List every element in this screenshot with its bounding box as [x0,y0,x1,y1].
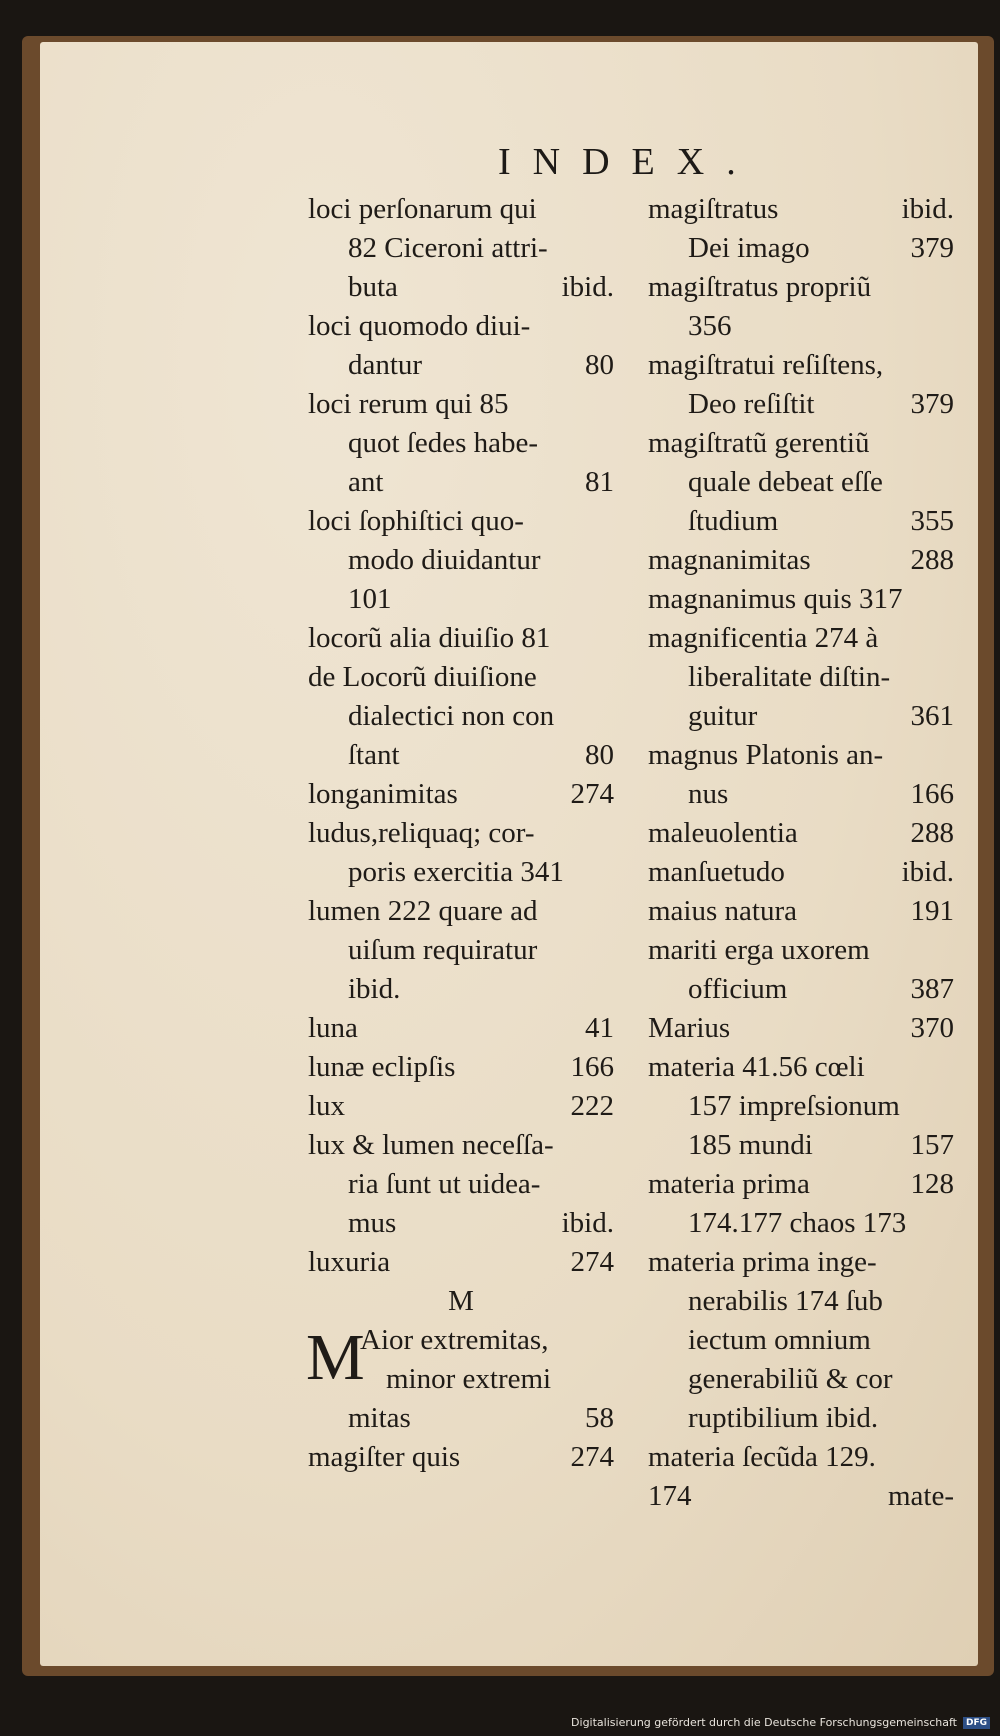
index-entry-line [308,1399,614,1438]
index-entry-line [648,1087,954,1126]
entry-text: magiſtratui reſiſtens, [648,349,884,381]
entry-text: locorũ alia diuiſio 81 [308,622,551,654]
entry-page-ref: 274 [570,1441,614,1473]
index-entry-line [308,1009,614,1048]
entry-text: luxuria [308,1246,391,1278]
index-entry-line [308,931,614,970]
index-entry-line [648,814,954,853]
entry-text: longanimitas [308,778,458,810]
index-column-left [308,190,614,1477]
index-entry-line [308,1165,614,1204]
entry-text: maleuolentia [648,817,798,849]
footer-text: Digitalisierung gefördert durch die Deutsche Forschungsgemeinschaft [571,1716,957,1729]
entry-text: loci ſophiſtici quo- [308,505,524,537]
index-entry-line [308,1438,614,1477]
dropcap-letter: M [306,1321,365,1394]
entry-text: mus [348,1207,397,1239]
entry-text: Dei imago [688,232,810,264]
index-entry-line [648,1048,954,1087]
entry-page-ref: ibid. [561,1207,614,1239]
index-entry-line [648,1477,954,1516]
index-entry-line [308,502,614,541]
entry-text: magnificentia 274 à [648,622,879,654]
index-entry-line [308,1048,614,1087]
index-entry-line [308,658,614,697]
index-entry-line [648,1282,954,1321]
entry-page-ref: 370 [910,1012,954,1044]
entry-text: magiſtratus [648,193,779,225]
index-entry-line [308,970,614,1009]
entry-text: magiſtratus propriũ [648,271,872,303]
entry-text: ſtant [348,739,400,771]
entry-text: ibid. [348,973,401,1005]
index-entry-line [648,775,954,814]
index-entry-line [308,1204,614,1243]
index-entry-line [308,853,614,892]
entry-text: ria ſunt ut uidea- [348,1168,541,1200]
index-entry-line [308,1087,614,1126]
entry-text: 174.177 chaos 173 [688,1207,907,1239]
entry-page-ref: 128 [910,1168,954,1200]
entry-text: 101 [348,583,392,615]
entry-page-ref: 166 [570,1051,614,1083]
index-entry-line [308,619,614,658]
entry-page-ref: 288 [910,817,954,849]
entry-text: maius natura [648,895,797,927]
entry-text: manſuetudo [648,856,785,888]
index-entry-line [308,385,614,424]
index-entry-line [648,658,954,697]
entry-text: magnanimus quis 317 [648,583,903,615]
index-entry-line [648,1126,954,1165]
entry-page-ref: 81 [585,466,614,498]
entry-text: buta [348,271,398,303]
entry-text: iectum omnium [688,1324,871,1356]
dfg-logo: DFG [963,1717,990,1729]
index-column-right [648,190,954,1516]
entry-text: generabiliũ & cor [688,1363,893,1395]
index-entry-line [648,268,954,307]
entry-text: materia ſecũda 129. [648,1441,876,1473]
index-entry-line [308,736,614,775]
entry-text: magiſter quis [308,1441,461,1473]
entry-text: 82 Ciceroni attri- [348,232,548,264]
entry-text: 174 [648,1480,692,1512]
entry-text: ant [348,466,384,498]
index-entry-line [648,307,954,346]
index-entry-line [648,190,954,229]
entry-text: mariti erga uxorem [648,934,870,966]
index-entry-line [648,619,954,658]
index-entry-line [648,424,954,463]
index-entry-line [308,1243,614,1282]
entry-page-ref: 58 [585,1402,614,1434]
entry-page-ref: 222 [570,1090,614,1122]
entry-text: lunæ eclipſis [308,1051,456,1083]
entry-text: poris exercitia 341 [348,856,564,888]
entry-text: ſtudium [688,505,779,537]
entry-page-ref: 288 [910,544,954,576]
entry-text: liberalitate diſtin- [688,661,891,693]
entry-text: dantur [348,349,423,381]
entry-page-ref: 355 [910,505,954,537]
index-entry-line [308,814,614,853]
entry-page-ref: mate- [887,1480,954,1512]
entry-text: materia 41.56 cœli [648,1051,865,1083]
entry-text: 157 impreſsionum [688,1090,900,1122]
entry-text: lumen 222 quare ad [308,895,538,927]
entry-text: loci quomodo diui- [308,310,531,342]
index-entry-line [648,385,954,424]
entry-text: mitas [348,1402,411,1434]
index-entry-line [648,1243,954,1282]
index-entry-line [308,697,614,736]
section-letter: M [448,1285,474,1317]
entry-text: dialectici non con [348,700,555,732]
entry-text: loci rerum qui 85 [308,388,509,420]
dropcap-entry [308,1321,614,1399]
entry-page-ref: 191 [910,895,954,927]
entry-text: 356 [688,310,732,342]
index-entry-line [648,1399,954,1438]
entry-page-ref: 166 [910,778,954,810]
entry-page-ref: 41 [585,1012,614,1044]
entry-page-ref: 80 [585,349,614,381]
index-entry-line [308,346,614,385]
index-entry-line [648,1009,954,1048]
page-header: INDEX. [498,141,758,183]
index-entry-line [648,1165,954,1204]
index-entry-line [648,853,954,892]
entry-page-ref: 361 [910,700,954,732]
index-entry-line [648,931,954,970]
index-entry-line [648,229,954,268]
index-entry-line [308,580,614,619]
entry-text: materia prima inge- [648,1246,877,1278]
entry-text: magnus Platonis an- [648,739,884,771]
index-entry-line [648,1321,954,1360]
entry-text: uiſum requiratur [348,934,538,966]
entry-text: ludus,reliquaq; cor- [308,817,535,849]
entry-page-ref: 157 [910,1129,954,1161]
entry-text: loci perſonarum qui [308,193,537,225]
entry-page-ref: 274 [570,778,614,810]
entry-page-ref: 379 [910,232,954,264]
index-entry-line [308,268,614,307]
entry-page-ref: ibid. [901,193,954,225]
entry-page-ref: ibid. [901,856,954,888]
index-entry-line [308,775,614,814]
entry-page-ref: 80 [585,739,614,771]
entry-text: Deo reſiſtit [688,388,815,420]
entry-text: Aior extremitas, [360,1324,549,1356]
index-entry-line [648,346,954,385]
entry-text: 185 mundi [688,1129,813,1161]
entry-page-ref: 274 [570,1246,614,1278]
index-entry-line [648,697,954,736]
index-entry-line [648,736,954,775]
index-entry-line [648,541,954,580]
index-entry-line [648,580,954,619]
index-entry-line [308,1126,614,1165]
index-entry-line [308,229,614,268]
index-entry-line [648,1360,954,1399]
digitization-credit [571,1716,990,1729]
entry-text: quale debeat eſſe [688,466,883,498]
entry-text: ruptibilium ibid. [688,1402,879,1434]
index-entry-line [308,424,614,463]
index-entry-line [648,1204,954,1243]
index-entry-line [308,307,614,346]
index-entry-line [308,190,614,229]
index-entry-line [308,541,614,580]
entry-text: guitur [688,700,758,732]
index-entry-line [648,970,954,1009]
entry-text: luna [308,1012,358,1044]
entry-text: materia prima [648,1168,810,1200]
entry-text: lux [308,1090,346,1122]
index-entry-line [648,1438,954,1477]
entry-text: de Locorũ diuiſione [308,661,537,693]
entry-text: nerabilis 174 ſub [688,1285,883,1317]
index-entry-line [648,502,954,541]
entry-text: lux & lumen neceſſa- [308,1129,554,1161]
index-entry-line [648,463,954,502]
entry-text: magiſtratũ gerentiũ [648,427,870,459]
entry-text: minor extremi [386,1363,552,1395]
entry-text: nus [688,778,729,810]
index-entry-line [308,892,614,931]
entry-text: quot ſedes habe- [348,427,539,459]
index-entry-line [308,463,614,502]
index-entry-line [648,892,954,931]
entry-text: Marius [648,1012,731,1044]
entry-text: magnanimitas [648,544,811,576]
entry-text: officium [688,973,788,1005]
entry-page-ref: 379 [910,388,954,420]
entry-page-ref: 387 [910,973,954,1005]
entry-text: modo diuidantur [348,544,541,576]
entry-page-ref: ibid. [561,271,614,303]
